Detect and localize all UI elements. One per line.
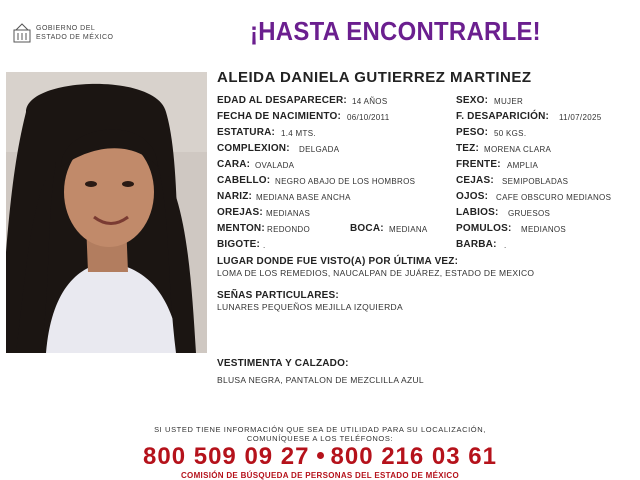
estatura-label: ESTATURA: — [217, 127, 276, 138]
headline: ¡HASTA ENCONTRARLE! — [250, 16, 541, 46]
portrait-image — [6, 72, 207, 353]
cara-value: OVALADA — [255, 161, 295, 170]
menton-value: REDONDO — [267, 225, 310, 234]
gov-line2: ESTADO DE MÉXICO — [36, 34, 114, 41]
boca-value: MEDIANA — [389, 225, 428, 234]
tez-value: MORENA CLARA — [484, 145, 552, 154]
pomulos-label: POMULOS: — [456, 223, 512, 234]
cara-label: CARA: — [217, 159, 251, 170]
nariz-label: NARIZ: — [217, 191, 253, 202]
labios-value: GRUESOS — [508, 209, 551, 218]
barba-label: BARBA: — [456, 239, 497, 250]
orejas-value: MEDIANAS — [266, 209, 311, 218]
info-line2: COMUNÍQUESE A LOS TELÉFONOS: — [246, 434, 394, 443]
peso-label: PESO: — [456, 127, 489, 138]
cabello-value: NEGRO ABAJO DE LOS HOMBROS — [275, 177, 416, 186]
ojos-value: CAFE OBSCURO MEDIANOS — [496, 193, 612, 202]
tez-label: TEZ: — [456, 143, 480, 154]
vestimenta-label: VESTIMENTA Y CALZADO: — [217, 358, 349, 369]
fecha-nac-value: 06/10/2011 — [347, 113, 390, 122]
sexo-label: SEXO: — [456, 95, 489, 106]
phone-numbers — [0, 443, 640, 471]
fdesap-label: F. DESAPARICIÓN: — [456, 111, 550, 122]
edad-value: 14 AÑOS — [352, 97, 388, 106]
edad-label: EDAD AL DESAPARECER: — [217, 95, 347, 106]
barba-value: . — [504, 241, 507, 250]
labios-label: LABIOS: — [456, 207, 499, 218]
separator-dot-icon — [317, 452, 324, 459]
person-name: ALEIDA DANIELA GUTIERREZ MARTINEZ — [217, 69, 532, 86]
ojos-label: OJOS: — [456, 191, 489, 202]
lugar-label: LUGAR DONDE FUE VISTO(A) POR ÚLTIMA VEZ: — [217, 256, 459, 267]
fdesap-value: 11/07/2025 — [559, 113, 602, 122]
complexion-label: COMPLEXION: — [217, 143, 290, 154]
bigote-label: BIGOTE: — [217, 239, 261, 250]
menton-label: MENTON: — [217, 223, 265, 234]
frente-value: AMPLIA — [507, 161, 539, 170]
vestimenta-value: BLUSA NEGRA, PANTALON DE MEZCLILLA AZUL — [217, 375, 424, 385]
government-logo — [12, 22, 122, 48]
senas-value: LUNARES PEQUEÑOS MEJILLA IZQUIERDA — [217, 302, 403, 312]
info-line1: SI USTED TIENE INFORMACIÓN QUE SEA DE UTILIDAD PARA SU LOCALIZACIÓN, — [154, 425, 486, 434]
fecha-nac-label: FECHA DE NACIMIENTO: — [217, 111, 341, 122]
phone-2[interactable]: 800 216 03 61 — [330, 443, 497, 470]
frente-label: FRENTE: — [456, 159, 501, 170]
sexo-value: MUJER — [494, 97, 524, 106]
pomulos-value: MEDIANOS — [521, 225, 567, 234]
cejas-label: CEJAS: — [456, 175, 494, 186]
orejas-label: OREJAS: — [217, 207, 263, 218]
estatura-value: 1.4 MTS. — [281, 129, 316, 138]
boca-label: BOCA: — [350, 223, 384, 234]
phone-1[interactable]: 800 509 09 27 — [143, 443, 310, 470]
cejas-value: SEMIPOBLADAS — [502, 177, 569, 186]
commission-name: COMISIÓN DE BÚSQUEDA DE PERSONAS DEL ESTADO DE MÉXICO — [180, 471, 459, 480]
complexion-value: DELGADA — [299, 145, 340, 154]
missing-person-photo — [6, 72, 207, 353]
nariz-value: MEDIANA BASE ANCHA — [256, 193, 351, 202]
gov-line1: GOBIERNO DEL — [36, 25, 96, 32]
peso-value: 50 KGS. — [494, 129, 527, 138]
crest-icon — [12, 22, 32, 44]
bigote-value: . — [263, 241, 266, 250]
cabello-label: CABELLO: — [217, 175, 271, 186]
lugar-value: LOMA DE LOS REMEDIOS, NAUCALPAN DE JUÁREZ, ESTADO DE MEXICO — [217, 268, 535, 278]
senas-label: SEÑAS PARTICULARES: — [217, 290, 339, 301]
